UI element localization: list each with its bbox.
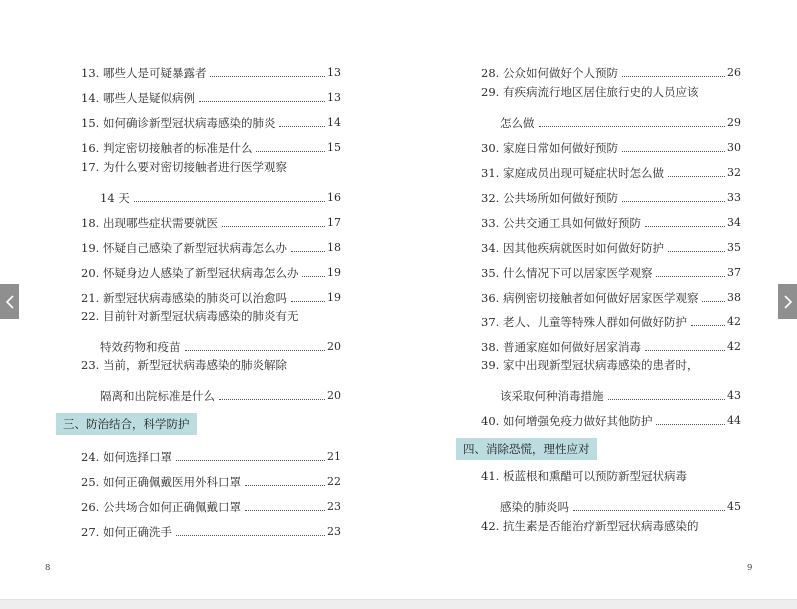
chevron-right-icon [783, 294, 793, 310]
toc-entry[interactable]: 40. 如何增强免疫力做好其他防护 44 [481, 414, 741, 428]
toc-entry-continuation[interactable]: 怎么做 29 [500, 116, 741, 130]
toc-entry[interactable]: 28. 公众如何做好个人预防 26 [481, 66, 741, 80]
toc-entry[interactable]: 21. 新型冠状病毒感染的肺炎可以治愈吗 19 [81, 291, 341, 305]
toc-entry[interactable]: 42. 抗生素是否能治疗新型冠状病毒感染的 [481, 519, 699, 533]
dot-leader [702, 301, 725, 302]
next-page-button[interactable] [778, 284, 797, 319]
dot-leader [219, 399, 325, 400]
toc-entry-continuation[interactable]: 感染的肺炎吗 45 [500, 500, 741, 514]
prev-page-button[interactable] [0, 284, 19, 319]
dot-leader [176, 535, 325, 536]
page-number: 9 [747, 563, 753, 573]
dot-leader [222, 226, 325, 227]
dot-leader [622, 76, 725, 77]
toc-entry[interactable]: 24. 如何选择口罩 21 [81, 450, 341, 464]
section-heading[interactable]: 三、防治结合，科学防护 [56, 413, 197, 435]
dot-leader [645, 226, 725, 227]
toc-entry[interactable]: 38. 普通家庭如何做好居家消毒 42 [481, 340, 741, 354]
dot-leader [256, 151, 325, 152]
toc-entry[interactable]: 22. 目前针对新型冠状病毒感染的肺炎有无 [81, 309, 299, 323]
dot-leader [622, 201, 725, 202]
toc-entry[interactable]: 18. 出现哪些症状需要就医 17 [81, 216, 341, 230]
dot-leader [622, 151, 725, 152]
toc-entry[interactable]: 39. 家中出现新型冠状病毒感染的患者时， [481, 358, 699, 372]
dot-leader [668, 251, 725, 252]
toc-entry-continuation[interactable]: 特效药物和疫苗 20 [100, 340, 341, 354]
toc-entry[interactable]: 34. 因其他疾病就医时如何做好防护 35 [481, 241, 741, 255]
toc-entry[interactable]: 23. 当前，新型冠状病毒感染的肺炎解除 [81, 358, 287, 372]
dot-leader [210, 76, 325, 77]
dot-leader [176, 460, 325, 461]
toc-entry[interactable]: 19. 怀疑自己感染了新型冠状病毒怎么办 18 [81, 241, 341, 255]
page-number: 8 [45, 563, 51, 573]
toc-entry[interactable]: 41. 板蓝根和熏醋可以预防新型冠状病毒 [481, 469, 687, 483]
toc-entry-continuation[interactable]: 该采取何种消毒措施 43 [500, 389, 741, 403]
dot-leader [656, 424, 725, 425]
section-heading[interactable]: 四、消除恐慌，理性应对 [456, 438, 597, 460]
toc-entry[interactable]: 31. 家庭成员出现可疑症状时怎么做 32 [481, 166, 741, 180]
dot-leader [691, 325, 725, 326]
dot-leader [608, 399, 726, 400]
toc-entry[interactable]: 13. 哪些人是可疑暴露者 13 [81, 66, 341, 80]
dot-leader [245, 510, 325, 511]
dot-leader [645, 350, 725, 351]
dot-leader [573, 510, 725, 511]
toc-entry[interactable]: 15. 如何确诊新型冠状病毒感染的肺炎 14 [81, 116, 341, 130]
toc-entry[interactable]: 17. 为什么要对密切接触者进行医学观察 [81, 160, 287, 174]
toc-entry[interactable]: 37. 老人、儿童等特殊人群如何做好防护 42 [481, 315, 741, 329]
dot-leader [539, 126, 726, 127]
toc-entry[interactable]: 16. 判定密切接触者的标准是什么 15 [81, 141, 341, 155]
toc-entry[interactable]: 14. 哪些人是疑似病例 13 [81, 91, 341, 105]
toc-entry-continuation[interactable]: 14 天 16 [100, 191, 341, 205]
toc-entry[interactable]: 36. 病例密切接触者如何做好居家医学观察 38 [481, 291, 741, 305]
dot-leader [668, 176, 725, 177]
dot-leader [291, 251, 325, 252]
dot-leader [245, 485, 325, 486]
toc-entry[interactable]: 27. 如何正确洗手 23 [81, 525, 341, 539]
dot-leader [199, 101, 325, 102]
toc-entry[interactable]: 35. 什么情况下可以居家医学观察 37 [481, 266, 741, 280]
toc-entry[interactable]: 26. 公共场合如何正确佩戴口罩 23 [81, 500, 341, 514]
dot-leader [279, 126, 325, 127]
dot-leader [134, 201, 325, 202]
dot-leader [291, 301, 325, 302]
chevron-left-icon [5, 294, 15, 310]
toc-entry[interactable]: 20. 怀疑身边人感染了新型冠状病毒怎么办 19 [81, 266, 341, 280]
toc-entry[interactable]: 30. 家庭日常如何做好预防 30 [481, 141, 741, 155]
toc-entry[interactable]: 29. 有疾病流行地区居住旅行史的人员应该 [481, 85, 699, 99]
dot-leader [302, 276, 325, 277]
dot-leader [656, 276, 725, 277]
toc-entry[interactable]: 25. 如何正确佩戴医用外科口罩 22 [81, 475, 341, 489]
toc-entry[interactable]: 32. 公共场所如何做好预防 33 [481, 191, 741, 205]
dot-leader [185, 350, 326, 351]
toc-entry[interactable]: 33. 公共交通工具如何做好预防 34 [481, 216, 741, 230]
toc-entry-continuation[interactable]: 隔离和出院标准是什么 20 [100, 389, 341, 403]
